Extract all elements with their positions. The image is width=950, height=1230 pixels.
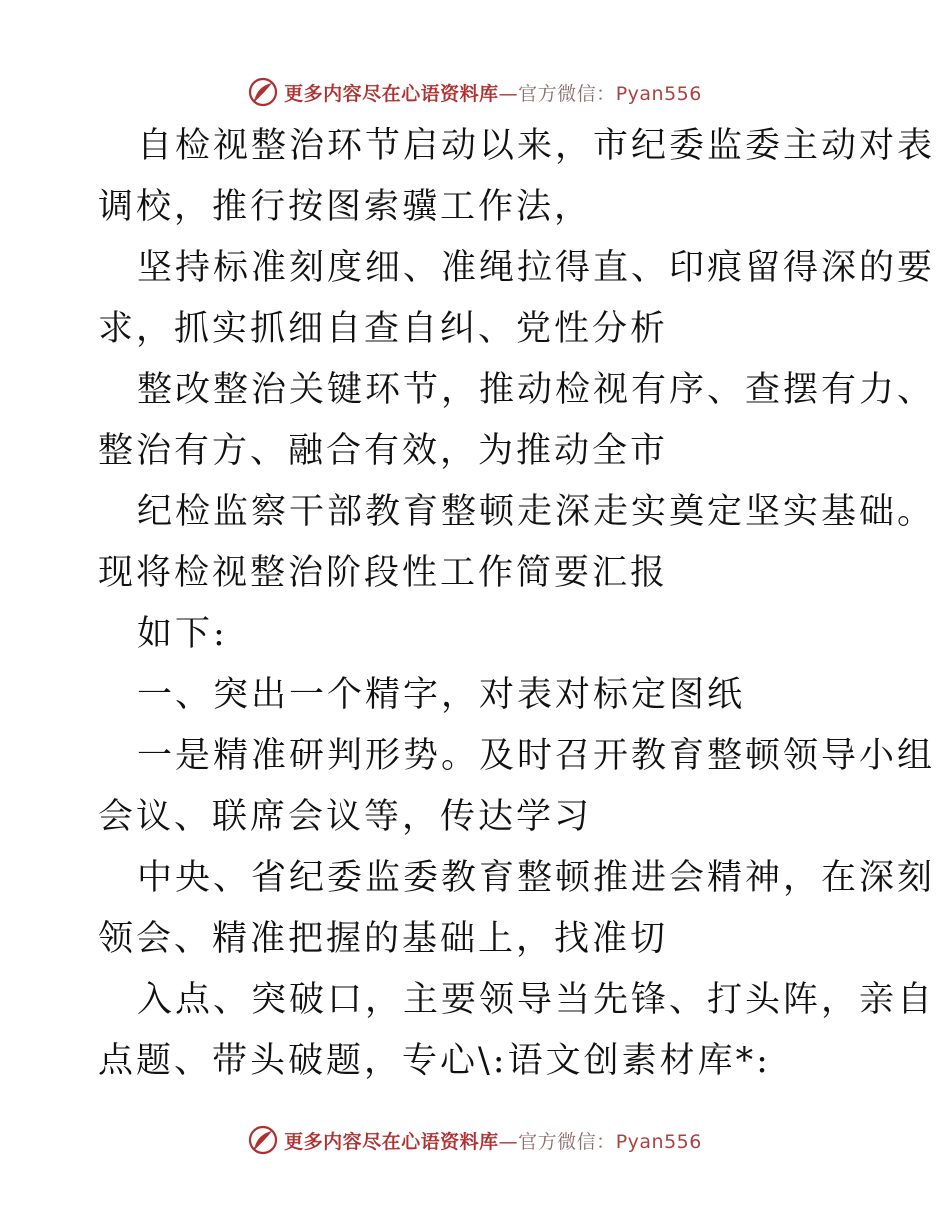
footer-banner [0, 1120, 950, 1160]
text-line: 整改整治关键环节，推动检视有序、查摆有力、 [137, 370, 936, 410]
pen-logo-icon [248, 77, 278, 107]
section-heading: 一、突出一个精字，对表对标定图纸 [137, 675, 746, 715]
header-dash: — [498, 82, 519, 105]
text-line: 纪检监察干部教育整顿走深走实奠定坚实基础。 [137, 492, 936, 532]
header-banner-text [284, 79, 702, 106]
text-line: 自检视整治环节启动以来，市纪委监委主动对表 [137, 126, 936, 166]
header-banner [0, 72, 950, 112]
text-line: 调校，推行按图索骥工作法， [98, 187, 593, 227]
pen-logo-icon [248, 1125, 278, 1155]
document-body [98, 116, 936, 1092]
text-line: 坚持标准刻度细、准绳拉得直、印痕留得深的要 [137, 248, 936, 288]
footer-slogan: 更多内容尽在心语资料库 [284, 1130, 499, 1153]
text-line: 领会、精准把握的基础上，找准切 [98, 919, 669, 959]
header-wechat-label: 官方微信： [518, 82, 616, 105]
text-line: 会议、联席会议等，传达学习 [98, 797, 593, 837]
text-line: 点题、带头破题，专心\:语文创素材库*: [98, 1041, 771, 1081]
header-wechat-id: Pyan556 [615, 82, 702, 105]
footer-dash: — [498, 1130, 519, 1153]
text-line: 求，抓实抓细自查自纠、党性分析 [98, 309, 669, 349]
footer-wechat-id: Pyan556 [615, 1130, 702, 1153]
text-line: 中央、省纪委监委教育整顿推进会精神，在深刻 [137, 858, 936, 898]
text-line: 入点、突破口，主要领导当先锋、打头阵，亲自 [137, 980, 936, 1020]
text-line: 如下: [137, 614, 228, 654]
text-line: 整治有方、融合有效，为推动全市 [98, 431, 669, 471]
text-line: 现将检视整治阶段性工作简要汇报 [98, 553, 669, 593]
header-slogan: 更多内容尽在心语资料库 [284, 82, 499, 105]
footer-wechat-label: 官方微信： [518, 1130, 616, 1153]
text-line: 一是精准研判形势。及时召开教育整顿领导小组 [137, 736, 936, 776]
footer-banner-text [284, 1127, 702, 1154]
